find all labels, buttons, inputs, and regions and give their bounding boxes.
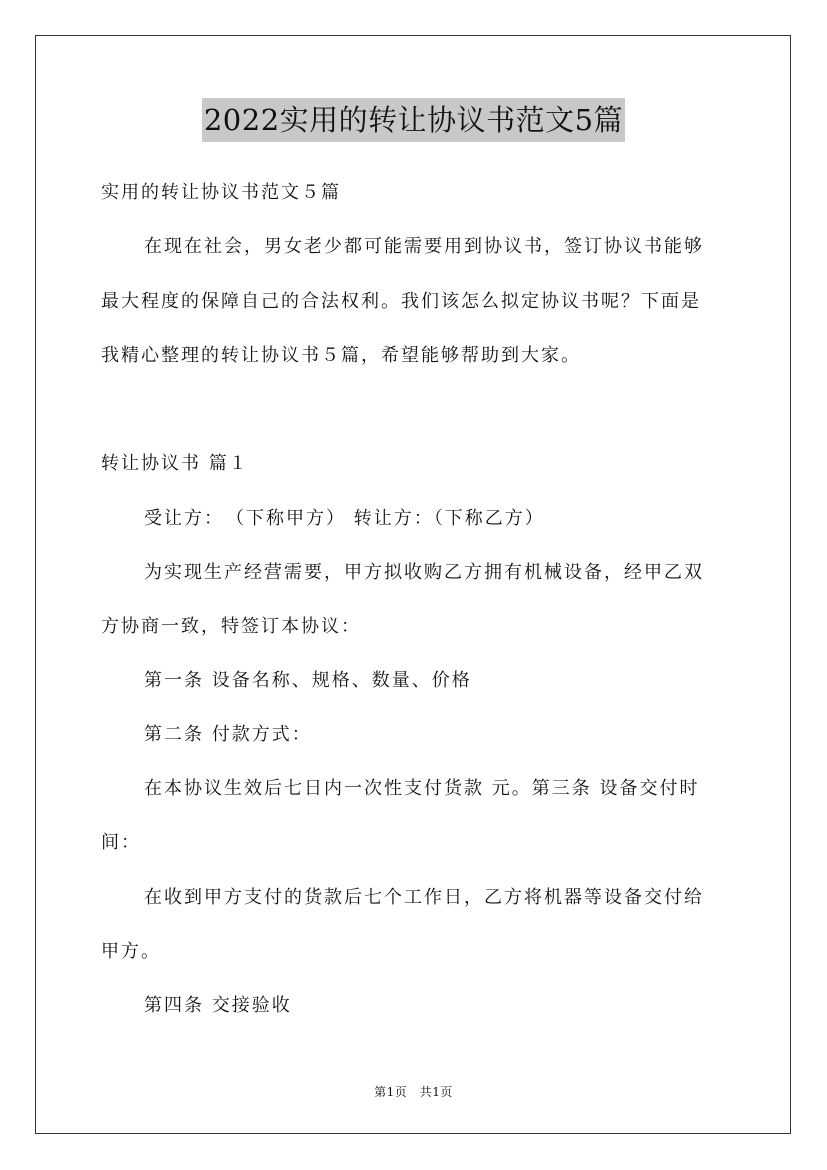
paragraph-line: 方协商一致，特签订本协议： xyxy=(101,616,361,637)
page-footer: 第1页 共1页 xyxy=(374,1085,453,1099)
paragraph-line: 我精心整理的转让协议书５篇，希望能够帮助到大家。 xyxy=(101,345,581,366)
document-title: 2022实用的转让协议书范文5篇 xyxy=(202,98,625,142)
article-line: 第四条 交接验收 xyxy=(144,995,292,1016)
paragraph-line: 在现在社会，男女老少都可能需要用到协议书，签订协议书能够 xyxy=(144,236,704,257)
article-line: 第二条 付款方式： xyxy=(144,724,312,745)
section-heading: 转让协议书 篇１ xyxy=(101,453,249,474)
subtitle-line: 实用的转让协议书范文５篇 xyxy=(101,182,341,203)
paragraph-line: 受让方： （下称甲方） 转让方：（下称乙方） xyxy=(144,508,545,529)
article-line: 第一条 设备名称、规格、数量、价格 xyxy=(144,670,472,691)
paragraph-line: 最大程度的保障自己的合法权利。我们该怎么拟定协议书呢？下面是 xyxy=(101,291,701,312)
title-container xyxy=(0,98,827,142)
paragraph-line: 间： xyxy=(101,832,141,853)
paragraph-line: 为实现生产经营需要，甲方拟收购乙方拥有机械设备，经甲乙双 xyxy=(144,562,704,583)
paragraph-line: 甲方。 xyxy=(101,941,161,962)
paragraph-line: 在收到甲方支付的货款后七个工作日，乙方将机器等设备交付给 xyxy=(144,887,704,908)
paragraph-line: 在本协议生效后七日内一次性支付货款 元。第三条 设备交付时 xyxy=(144,778,700,799)
